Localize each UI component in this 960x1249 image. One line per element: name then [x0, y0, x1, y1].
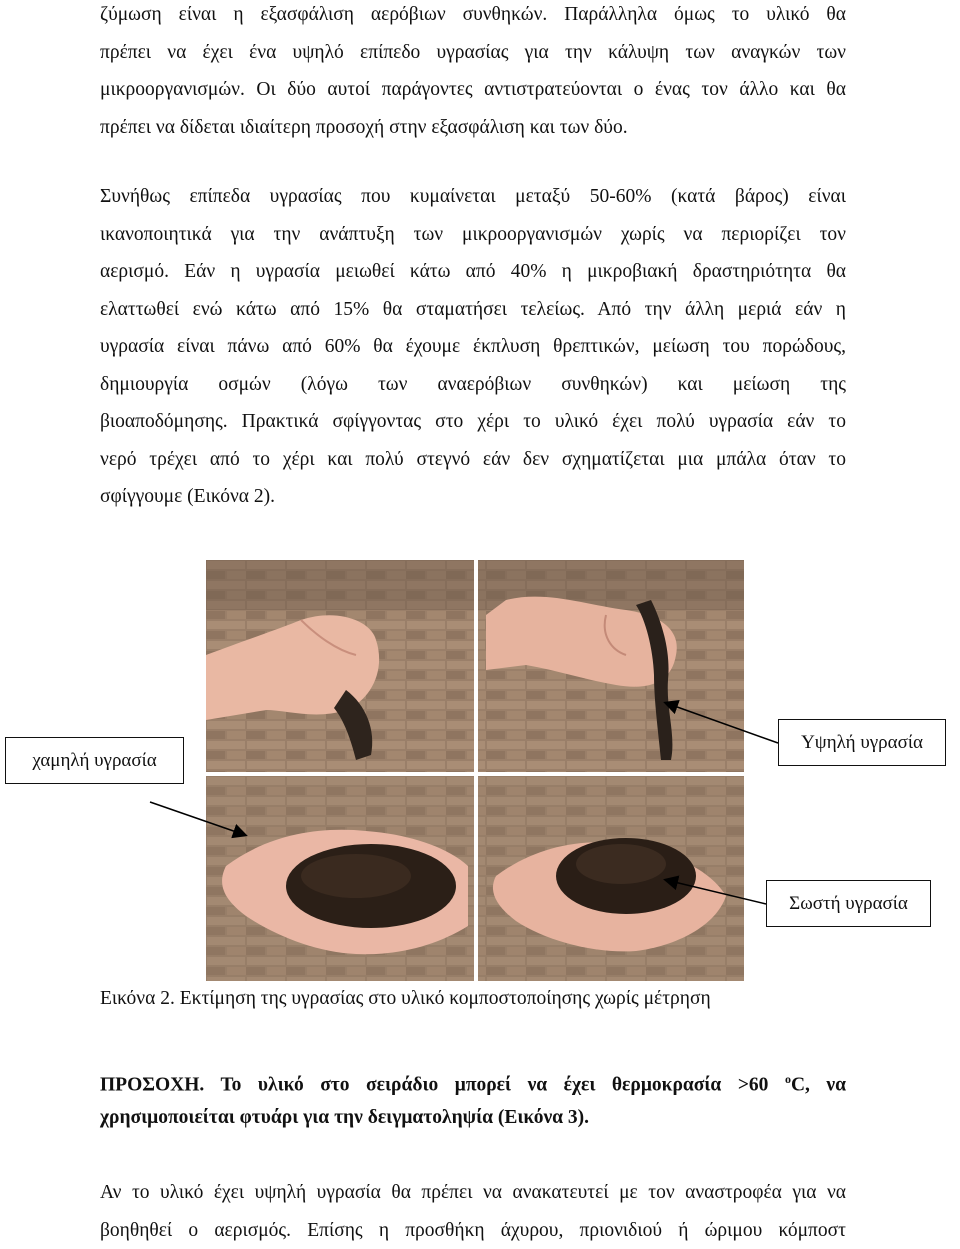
warning-line-2: χρησιμοποιείται φτυάρι για την δειγματοληψία (Εικόνα 3).	[100, 1099, 846, 1137]
paragraph-1	[100, 0, 846, 146]
warning-text: ΠΡΟΣΟΧΗ. Το υλικό στο σειράδιο μπορεί να έχει θερμοκρασία >60	[100, 1075, 785, 1096]
text-line: βιοαποδόμησης. Πρακτικά σφίγγοντας στο χέρι το υλικό έχει πολύ υγρασία εάν το	[100, 403, 846, 441]
text-line: μικροοργανισμών. Οι δύο αυτοί παράγοντες αντιστρατεύονται ο ένας τον άλλο και θα	[100, 71, 846, 109]
label-low-moisture: χαμηλή υγρασία	[5, 737, 184, 784]
text-line: αερισμό. Εάν η υγρασία μειωθεί κάτω από 40% η μικροβιακή δραστηριότητα θα	[100, 253, 846, 291]
text-line: υγρασία είναι πάνω από 60% θα έχουμε έκπλυση θρεπτικών, μείωση του πορώδους,	[100, 328, 846, 366]
photo-squeezed-hands	[206, 560, 744, 772]
text-line: σφίγγουμε (Εικόνα 2).	[100, 478, 846, 516]
text-line: βοηθηθεί ο αερισμός. Επίσης η προσθήκη άχυρου, πριονιδιού ή ώριμου κόμποστ	[100, 1212, 846, 1249]
text-line: πρέπει να δίδεται ιδιαίτερη προσοχή στην εξασφάλιση και των δύο.	[100, 109, 846, 147]
text-line: Συνήθως επίπεδα υγρασίας που κυμαίνεται μεταξύ 50-60% (κατά βάρος) είναι	[100, 178, 846, 216]
text-line: νερό τρέχει από το χέρι και πολύ στεγνό εάν δεν σχηματίζεται μια μπάλα όταν το	[100, 441, 846, 479]
figure-caption: Εικόνα 2. Εκτίμηση της υγρασίας στο υλικό κομποστοποίησης χωρίς μέτρηση	[100, 988, 711, 1010]
warning-block	[100, 1061, 846, 1136]
warning-line-1	[100, 1061, 846, 1099]
photo-open-hands	[206, 776, 744, 981]
paragraph-3	[100, 1174, 846, 1249]
text-line: ελαττωθεί ενώ κάτω από 15% θα σταματήσει τελείως. Από την άλλη μεριά εάν η	[100, 291, 846, 329]
label-high-moisture: Υψηλή υγρασία	[778, 719, 946, 766]
text-line: ικανοποιητικά για την ανάπτυξη των μικροοργανισμών χωρίς να περιορίζει τον	[100, 216, 846, 254]
text-line: ζύμωση είναι η εξασφάλιση αερόβιων συνθηκών. Παράλληλα όμως το υλικό θα	[100, 0, 846, 34]
text-line: δημιουργία οσμών (λόγω των αναερόβιων συνθηκών) και μείωση της	[100, 366, 846, 404]
text-line: πρέπει να έχει ένα υψηλό επίπεδο υγρασίας για την κάλυψη των αναγκών των	[100, 34, 846, 72]
text-line: Αν το υλικό έχει υψηλή υγρασία θα πρέπει να ανακατευτεί με τον αναστροφέα για να	[100, 1174, 846, 1212]
degree-sign: ο	[785, 1072, 791, 1086]
warning-text-end: C, να	[791, 1075, 846, 1096]
paragraph-2	[100, 178, 846, 516]
label-correct-moisture: Σωστή υγρασία	[766, 880, 931, 927]
